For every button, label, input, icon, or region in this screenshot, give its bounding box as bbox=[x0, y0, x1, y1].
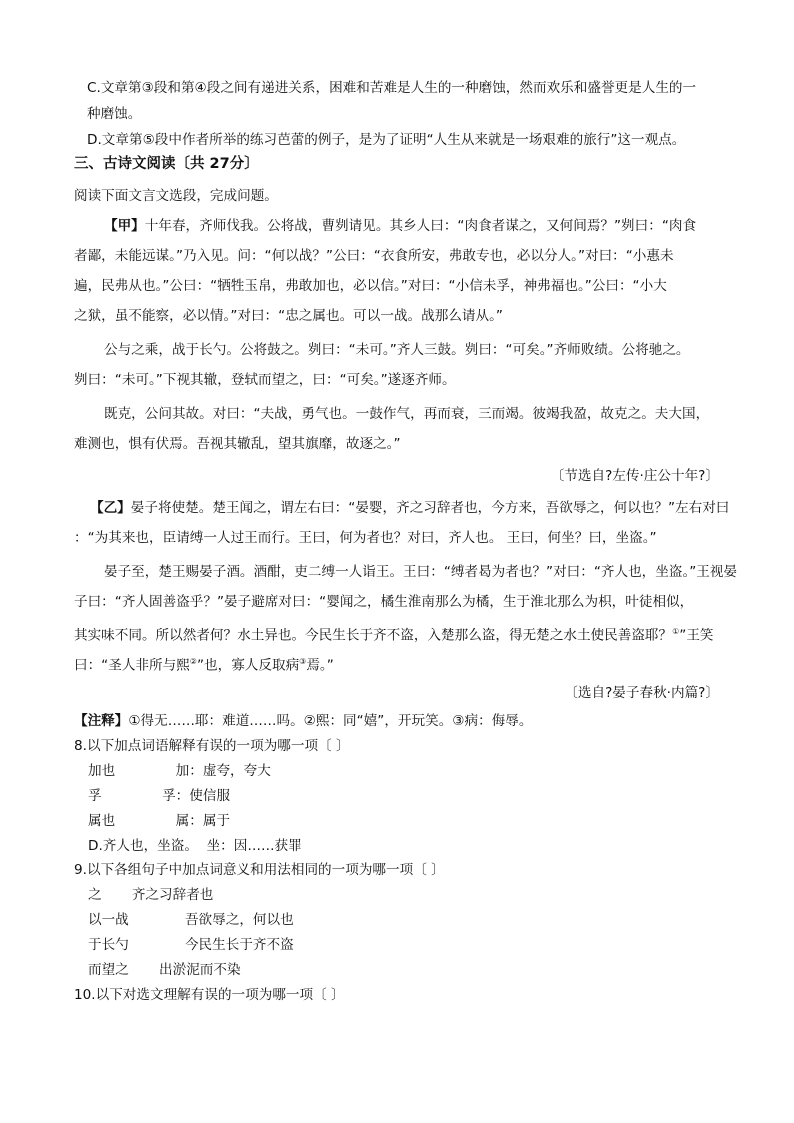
notes bbox=[74, 708, 532, 734]
passage-jia-source: 〔节选自?左传·庄公十年?〕 bbox=[550, 468, 719, 484]
q9-option-d: 而望之 出淤泥而不染 bbox=[88, 962, 241, 978]
section-intro: 阅读下面文言文选段，完成问题。 bbox=[74, 188, 278, 204]
passage-yi-source: 〔选自?晏子春秋·内篇?〕 bbox=[564, 685, 719, 701]
q9-option-c: 于长勺 今民生长于齐不盗 bbox=[88, 937, 294, 953]
passage-yi-line1 bbox=[90, 495, 729, 521]
passage-yi-line2: ：“为其来也，臣请缚一人过王而行。王曰，何为者也？对曰，齐人也。 王曰，何坐？曰，坐盗。” bbox=[74, 530, 657, 546]
q8-option-c: 属也 属：属于 bbox=[88, 813, 231, 829]
passage-jia-line2: 者鄙，未能远谋。”乃入见。问：“何以战？”公曰：“衣食所安，弗敢专也，必以分人。”对曰：“小惠未 bbox=[74, 248, 674, 264]
passage-yi-p2-line3-text: 其实味不同。所以然者何？水土异也。今民生长于齐不盗，入楚那么盗，得无楚之水土使民善盗耶？ bbox=[74, 627, 673, 644]
passage-yi-p2-line3 bbox=[74, 619, 714, 649]
q10-stem: 10.以下对选文理解有误的一项为哪一项〔 〕 bbox=[74, 987, 345, 1003]
passage-jia-p3-line2: 难测也，惧有伏焉。吾视其辙乱，望其旗靡，故逐之。” bbox=[74, 436, 401, 452]
passage-jia-line1 bbox=[104, 213, 696, 239]
passage-jia-p3-line1: 既克，公问其故。对曰：“夫战，勇气也。一鼓作气，再而衰，三而竭。彼竭我盈，故克之。夫大国， bbox=[104, 406, 710, 422]
q8-stem: 8.以下加点词语解释有误的一项为哪一项〔 〕 bbox=[74, 738, 350, 754]
passage-yi-p2-line4-tail: 焉。” bbox=[306, 657, 334, 674]
footnote-mark-1: ① bbox=[672, 627, 680, 636]
passage-yi-mark: 【乙】 bbox=[90, 500, 131, 516]
passage-yi-p2-line4-text: 曰：“圣人非所与熙 bbox=[74, 657, 190, 674]
passage-jia-mark: 【甲】 bbox=[104, 218, 145, 234]
passage-yi-p2-line2: 子曰：“齐人固善盗乎？”晏子避席对曰：“婴闻之，橘生淮南那么为橘，生于淮北那么为枳，叶徒相似， bbox=[74, 594, 694, 610]
q8-option-b: 孚 孚：使信服 bbox=[88, 788, 231, 804]
passage-jia-p2-line2: 刿曰：“未可。”下视其辙，登轼而望之，曰：“可矣。”遂逐齐师。 bbox=[74, 372, 456, 388]
passage-yi-p2-line4-mid: ”也，寡人反取病 bbox=[196, 657, 300, 674]
passage-yi-text: 晏子将使楚。楚王闻之，谓左右曰：“晏婴，齐之习辞者也，今方来，吾欲辱之，何以也？”左右对曰 bbox=[130, 500, 730, 516]
passage-jia-line4: 之狱，虽不能察，必以情。”对曰：“忠之属也。可以一战。战那么请从。” bbox=[74, 308, 503, 324]
q9-option-b: 以一战 吾欲辱之，何以也 bbox=[88, 912, 294, 928]
notes-label: 【注释】 bbox=[74, 713, 129, 729]
footnote-mark-2: ② bbox=[189, 657, 197, 666]
passage-yi-p2-line3-tail: ”王笑 bbox=[679, 627, 714, 644]
passage-jia-p2-line1: 公与之乘，战于长勺。公将鼓之。刿曰：“未可。”齐人三鼓。刿曰：“可矣。”齐师败绩。公将驰之。 bbox=[104, 342, 690, 358]
passage-jia-text: 十年春，齐师伐我。公将战，曹刿请见。其乡人曰：“肉食者谋之，又何间焉？”刿曰：“肉食 bbox=[144, 218, 697, 234]
option-c-line2: 种磨蚀。 bbox=[87, 106, 142, 122]
notes-text: ①得无……耶：难道……吗。②熙：同“嬉”，开玩笑。③病：侮辱。 bbox=[128, 713, 533, 729]
footnote-mark-3: ③ bbox=[299, 657, 307, 666]
option-d-line1: D.文章第⑤段中作者所举的练习芭蕾的例子，是为了证明“人生从来就是一场艰难的旅行”这一观点。 bbox=[87, 132, 686, 148]
q8-option-d: D.齐人也，坐盗。 坐：因……获罪 bbox=[88, 838, 302, 854]
section-title: 三、古诗文阅读〔共 27分〕 bbox=[74, 156, 259, 172]
passage-jia-line3: 遍，民弗从也。”公曰：“牺牲玉帛，弗敢加也，必以信。”对曰：“小信未孚，神弗福也。”公曰：“小大 bbox=[74, 278, 667, 294]
q8-option-a: 加也 加：虚夸，夸大 bbox=[88, 763, 271, 779]
option-c-line1: C.文章第③段和第④段之间有递进关系，困难和苦难是人生的一种磨蚀，然而欢乐和盛誉更是人生的一 bbox=[87, 80, 697, 96]
passage-yi-p2-line4 bbox=[74, 649, 334, 679]
passage-yi-p2-line1: 晏子至，楚王赐晏子酒。酒酣，吏二缚一人诣王。王曰：“缚者曷为者也？”对曰：“齐人也，坐盗。”王视晏 bbox=[104, 564, 738, 580]
q9-option-a: 之 齐之习辞者也 bbox=[88, 887, 214, 903]
q9-stem: 9.以下各组句子中加点词意义和用法相同的一项为哪一项〔 〕 bbox=[74, 862, 445, 878]
